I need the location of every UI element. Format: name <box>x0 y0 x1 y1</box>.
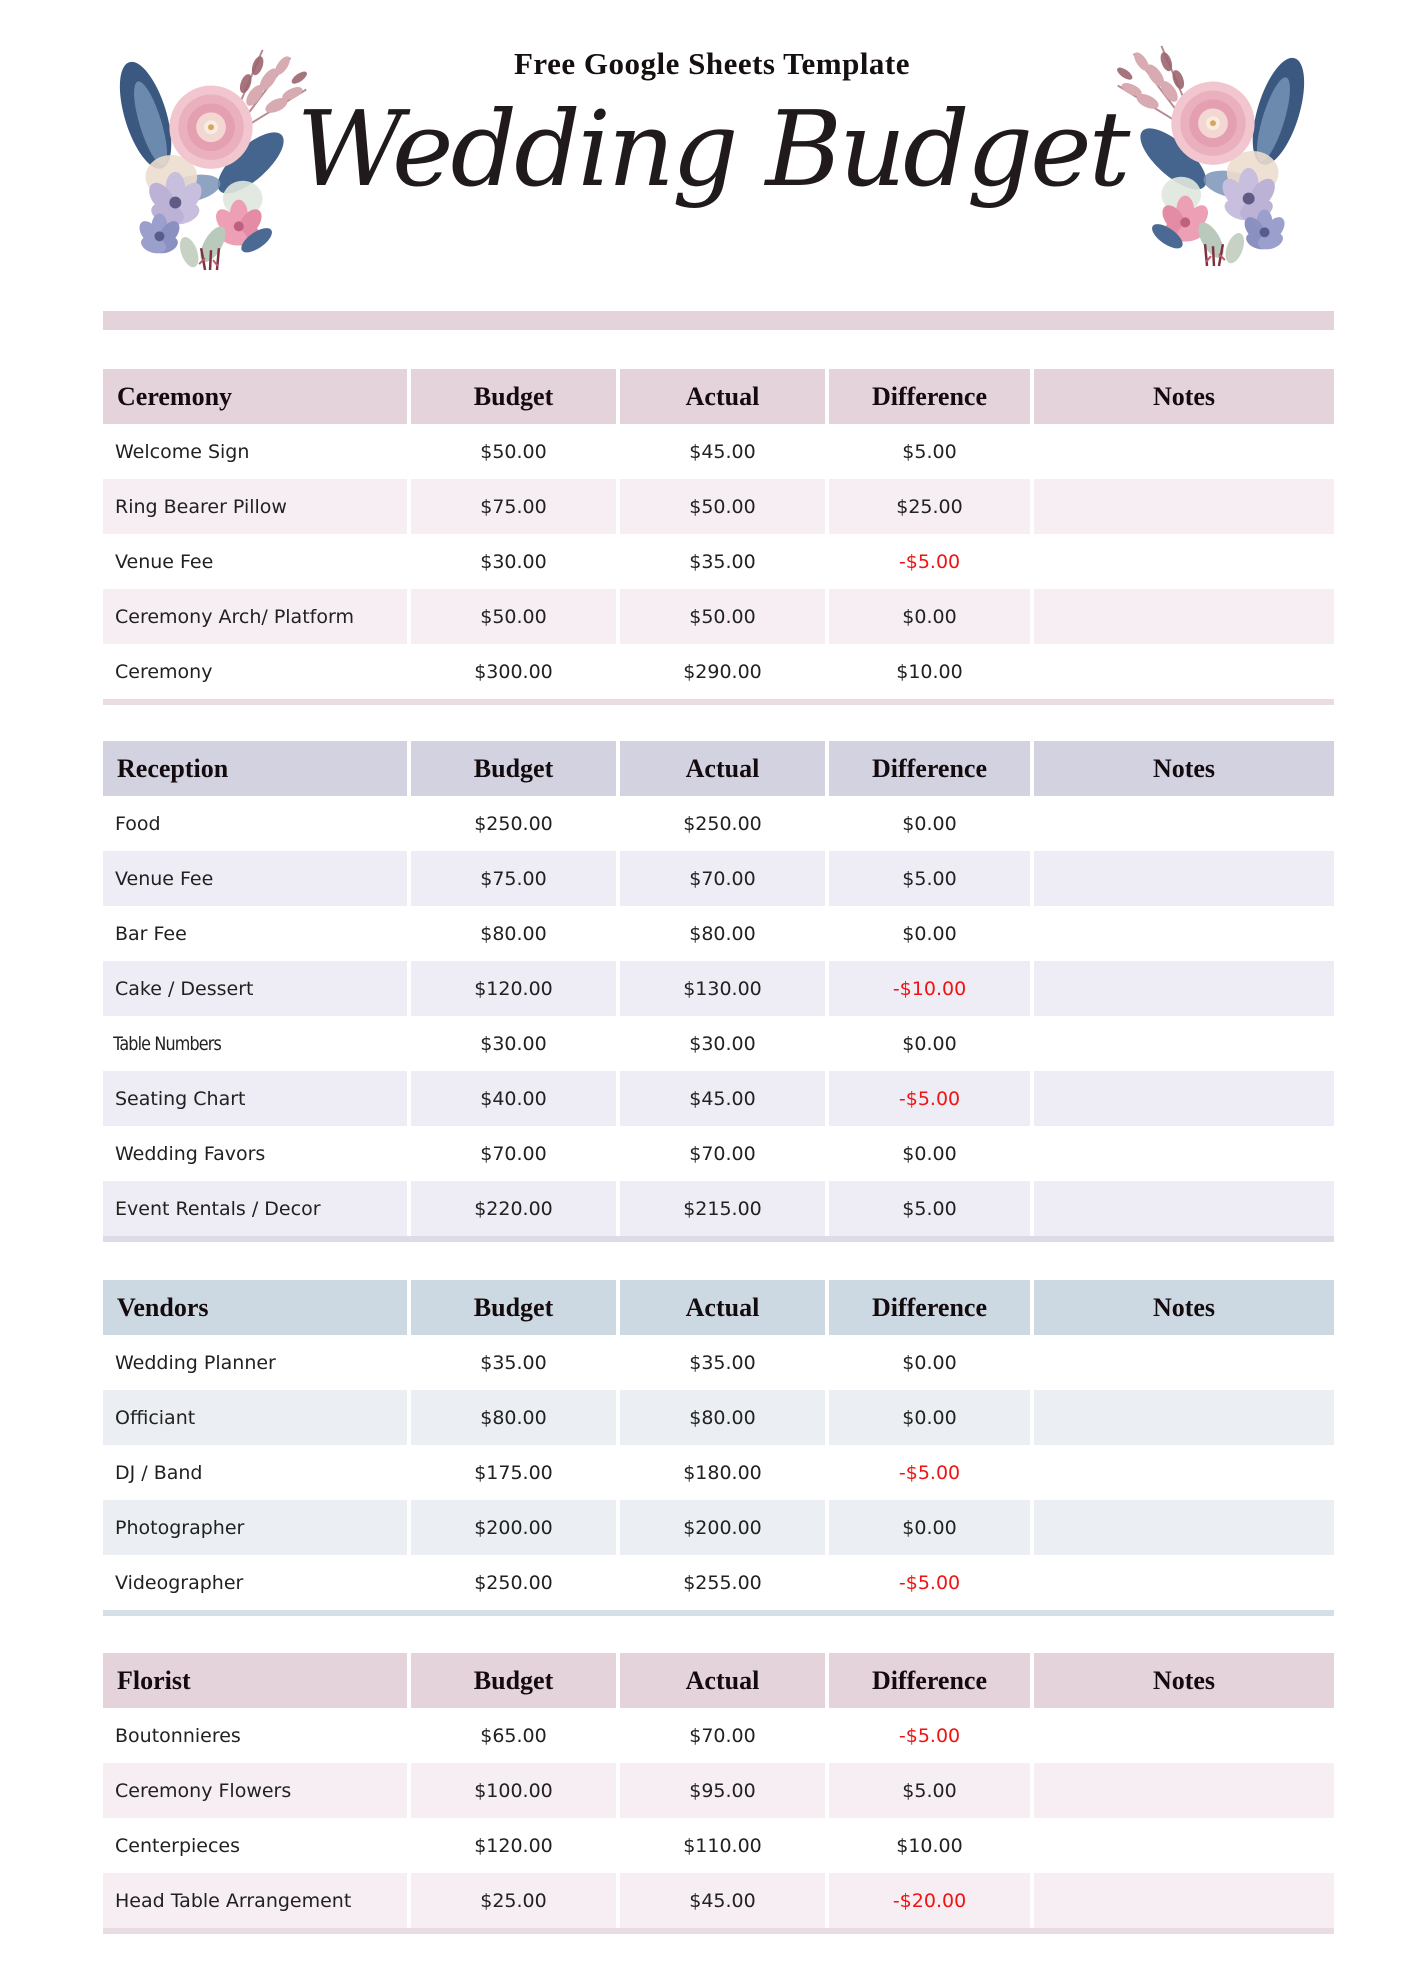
column-header-actual: Actual <box>620 741 825 796</box>
table-row: Photographer $200.00 $200.00 $0.00 <box>103 1500 1334 1555</box>
column-header-difference: Difference <box>829 741 1030 796</box>
table-divider <box>103 1610 1334 1616</box>
table-row: Ceremony Arch/ Platform $50.00 $50.00 $0.00 <box>103 589 1334 644</box>
kicker-text: Free Google Sheets Template <box>513 46 911 81</box>
table-row: Venue Fee $30.00 $35.00 -$5.00 <box>103 534 1334 589</box>
header <box>0 0 1424 311</box>
florist-table <box>103 1653 1334 1934</box>
column-header-budget: Budget <box>411 1653 616 1708</box>
table-header-row <box>103 1653 1334 1708</box>
table-header-row <box>103 1280 1334 1335</box>
section-title: Reception <box>103 741 407 796</box>
column-header-actual: Actual <box>620 369 825 424</box>
table-row: Wedding Favors $70.00 $70.00 $0.00 <box>103 1126 1334 1181</box>
table-row: DJ / Band $175.00 $180.00 -$5.00 <box>103 1445 1334 1500</box>
column-header-difference: Difference <box>829 369 1030 424</box>
table-divider <box>103 1928 1334 1934</box>
table-row: Officiant $80.00 $80.00 $0.00 <box>103 1390 1334 1445</box>
section-title: Ceremony <box>103 369 407 424</box>
column-header-difference: Difference <box>829 1280 1030 1335</box>
table-row: Ceremony $300.00 $290.00 $10.00 <box>103 644 1334 699</box>
column-header-difference: Difference <box>829 1653 1030 1708</box>
table-row: Ring Bearer Pillow $75.00 $50.00 $25.00 <box>103 479 1334 534</box>
table-row: Venue Fee $75.00 $70.00 $5.00 <box>103 851 1334 906</box>
column-header-notes: Notes <box>1034 369 1334 424</box>
reception-table <box>103 741 1334 1242</box>
table-row: Welcome Sign $50.00 $45.00 $5.00 <box>103 424 1334 479</box>
column-header-budget: Budget <box>411 741 616 796</box>
table-row: Wedding Planner $35.00 $35.00 $0.00 <box>103 1335 1334 1390</box>
table-divider <box>103 699 1334 705</box>
ceremony-table <box>103 369 1334 705</box>
table-row: Boutonnieres $65.00 $70.00 -$5.00 <box>103 1708 1334 1763</box>
table-row: Ceremony Flowers $100.00 $95.00 $5.00 <box>103 1763 1334 1818</box>
column-header-budget: Budget <box>411 369 616 424</box>
column-header-budget: Budget <box>411 1280 616 1335</box>
table-row: Event Rentals / Decor $220.00 $215.00 $5.00 <box>103 1181 1334 1236</box>
table-row: Head Table Arrangement $25.00 $45.00 -$20.00 <box>103 1873 1334 1928</box>
table-row: Bar Fee $80.00 $80.00 $0.00 <box>103 906 1334 961</box>
section-title: Florist <box>103 1653 407 1708</box>
table-row: Food $250.00 $250.00 $0.00 <box>103 796 1334 851</box>
column-header-notes: Notes <box>1034 1280 1334 1335</box>
table-row: Videographer $250.00 $255.00 -$5.00 <box>103 1555 1334 1610</box>
page-title: Wedding Budget <box>296 88 1128 210</box>
table-row: Seating Chart $40.00 $45.00 -$5.00 <box>103 1071 1334 1126</box>
table-header-row <box>103 369 1334 424</box>
vendors-table <box>103 1280 1334 1616</box>
column-header-notes: Notes <box>1034 1653 1334 1708</box>
column-header-notes: Notes <box>1034 741 1334 796</box>
table-row: Centerpieces $120.00 $110.00 $10.00 <box>103 1818 1334 1873</box>
column-header-actual: Actual <box>620 1653 825 1708</box>
column-header-actual: Actual <box>620 1280 825 1335</box>
accent-bar <box>103 311 1334 330</box>
section-title: Vendors <box>103 1280 407 1335</box>
table-row: Cake / Dessert $120.00 $130.00 -$10.00 <box>103 961 1334 1016</box>
table-divider <box>103 1236 1334 1242</box>
table-header-row <box>103 741 1334 796</box>
table-row: Table Numbers $30.00 $30.00 $0.00 <box>103 1016 1334 1071</box>
